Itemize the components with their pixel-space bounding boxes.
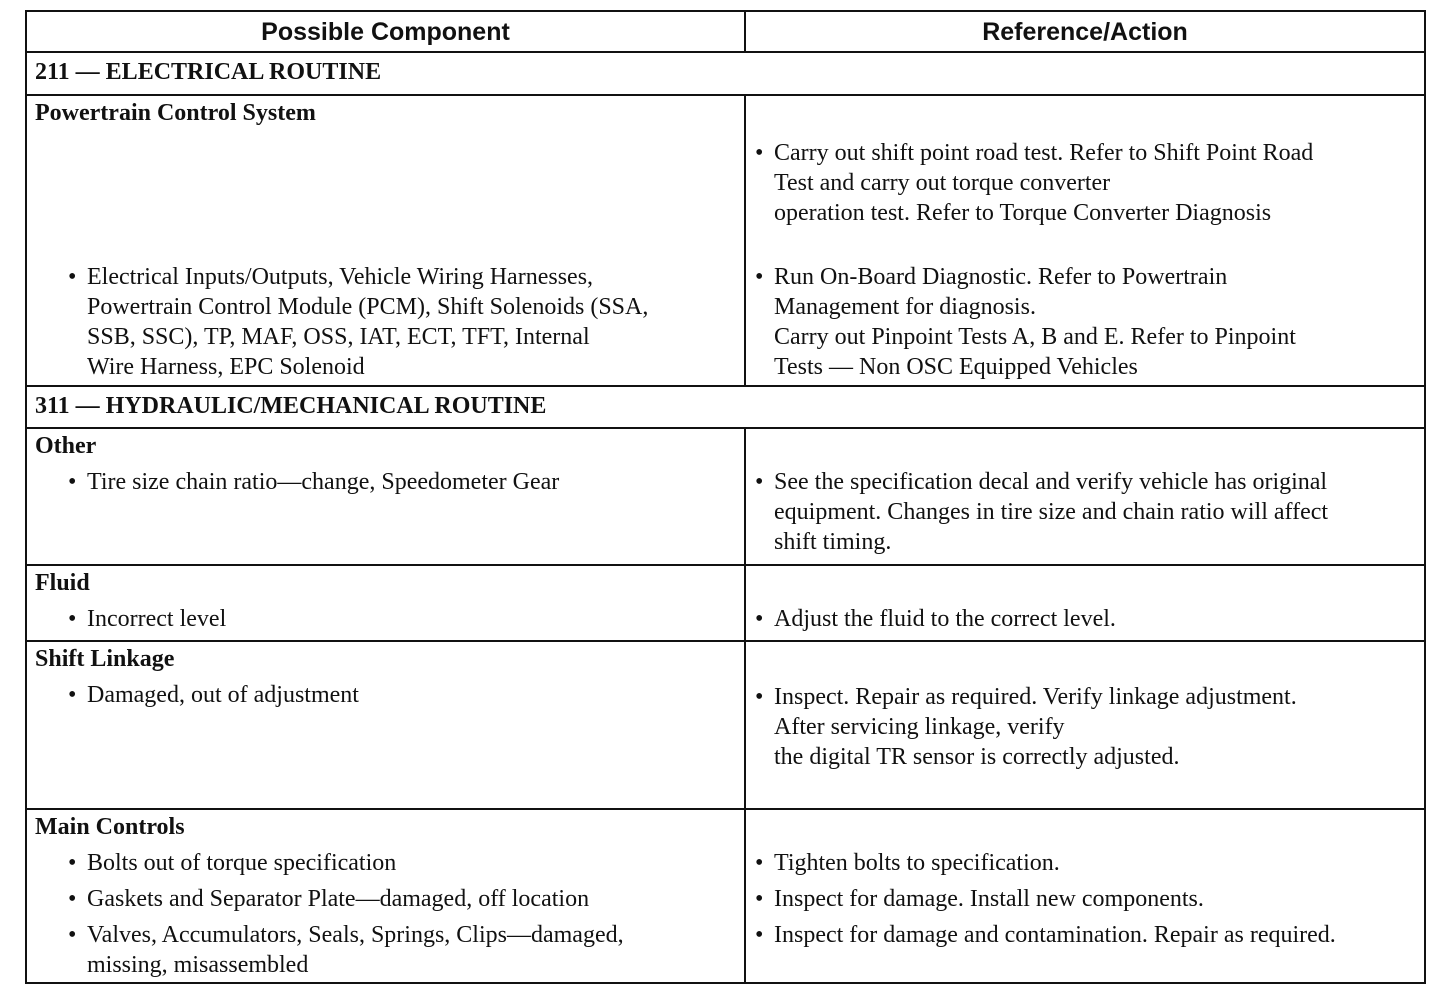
bullet-icon: • (68, 606, 77, 632)
component-cell (27, 642, 746, 808)
item-text: Tire size chain ratio—change, Speedometer Gear (87, 469, 560, 495)
action-item (755, 682, 1423, 772)
bullet-icon: • (755, 264, 764, 290)
group-title-shift-linkage: Shift Linkage (35, 646, 175, 672)
section-row-211 (27, 53, 1424, 96)
bullet-icon: • (755, 140, 764, 166)
action-item (755, 920, 1423, 950)
bullet-icon: • (68, 850, 77, 876)
item-text: Gaskets and Separator Plate—damaged, off location (87, 886, 590, 912)
action-text: Run On-Board Diagnostic. Refer to Powertrain Management for diagnosis. Carry out Pinpoint Tests A, B and E. Refer to Pinpoint Tests — Non OSC Equipped Vehicles (774, 264, 1296, 380)
action-cell (746, 429, 1424, 564)
action-text: Inspect. Repair as required. Verify linkage adjustment. After servicing linkage, verify the digital TR sensor is correctly adjusted. (774, 684, 1297, 770)
item-text: Electrical Inputs/Outputs, Vehicle Wiring Harnesses, Powertrain Control Module (PCM), Shift Solenoids (SSA, SSB, SSC), TP, MAF, OSS, IAT, ECT, TFT, Internal Wire Harness, EPC Solenoid (87, 264, 649, 380)
action-item (755, 467, 1423, 557)
list-item (68, 467, 731, 497)
action-item (755, 604, 1423, 634)
bullet-icon: • (755, 886, 764, 912)
table-row-other (27, 429, 1424, 566)
bullet-icon: • (68, 469, 77, 495)
section-row-311 (27, 387, 1424, 429)
component-cell (27, 810, 746, 982)
bullet-icon: • (68, 922, 77, 948)
list-item (68, 604, 731, 634)
list-item (68, 262, 731, 382)
list-item (68, 884, 731, 914)
section-title-311: 311 — HYDRAULIC/MECHANICAL ROUTINE (35, 393, 547, 419)
table-row-fluid (27, 566, 1424, 642)
action-text: Adjust the fluid to the correct level. (774, 606, 1116, 632)
item-text: Damaged, out of adjustment (87, 682, 359, 708)
component-cell (27, 96, 746, 385)
list-item (68, 848, 731, 878)
table-header-row (27, 12, 1424, 53)
action-cell (746, 566, 1424, 640)
bullet-icon: • (755, 850, 764, 876)
action-text: Tighten bolts to specification. (774, 850, 1060, 876)
bullet-icon: • (755, 469, 764, 495)
bullet-icon: • (755, 684, 764, 710)
diagnosis-table (25, 10, 1426, 984)
item-text: Bolts out of torque specification (87, 850, 397, 876)
group-title-other: Other (35, 433, 97, 459)
action-item (755, 262, 1423, 382)
action-item (755, 848, 1423, 878)
bullet-icon: • (68, 264, 77, 290)
section-title-211: 211 — ELECTRICAL ROUTINE (35, 59, 382, 85)
action-text: Inspect for damage. Install new components. (774, 886, 1204, 912)
action-text: Inspect for damage and contamination. Repair as required. (774, 922, 1336, 948)
table-row-main-controls (27, 810, 1424, 982)
item-text: Valves, Accumulators, Seals, Springs, Clips—damaged, missing, misassembled (87, 922, 624, 978)
bullet-icon: • (68, 886, 77, 912)
table-row-powertrain (27, 96, 1424, 387)
column-header-reference-action: Reference/Action (982, 18, 1188, 46)
list-item (68, 680, 731, 710)
action-cell (746, 96, 1424, 385)
action-text: Carry out shift point road test. Refer to Shift Point Road Test and carry out torque converter operation test. Refer to Torque Converter Diagnosis (774, 140, 1314, 226)
list-item (68, 920, 731, 980)
item-text: Incorrect level (87, 606, 227, 632)
action-item (755, 138, 1423, 228)
action-text: See the specification decal and verify vehicle has original equipment. Changes in tire size and chain ratio will affect shift timing. (774, 469, 1329, 555)
table-row-shift-linkage (27, 642, 1424, 810)
action-item (755, 884, 1423, 914)
group-title-main-controls: Main Controls (35, 814, 185, 840)
bullet-icon: • (755, 606, 764, 632)
group-title-fluid: Fluid (35, 570, 90, 596)
action-cell (746, 810, 1424, 982)
bullet-icon: • (755, 922, 764, 948)
action-cell (746, 642, 1424, 808)
group-title-powertrain: Powertrain Control System (35, 100, 316, 126)
component-cell (27, 566, 746, 640)
component-cell (27, 429, 746, 564)
column-header-possible-component: Possible Component (27, 12, 746, 51)
bullet-icon: • (68, 682, 77, 708)
